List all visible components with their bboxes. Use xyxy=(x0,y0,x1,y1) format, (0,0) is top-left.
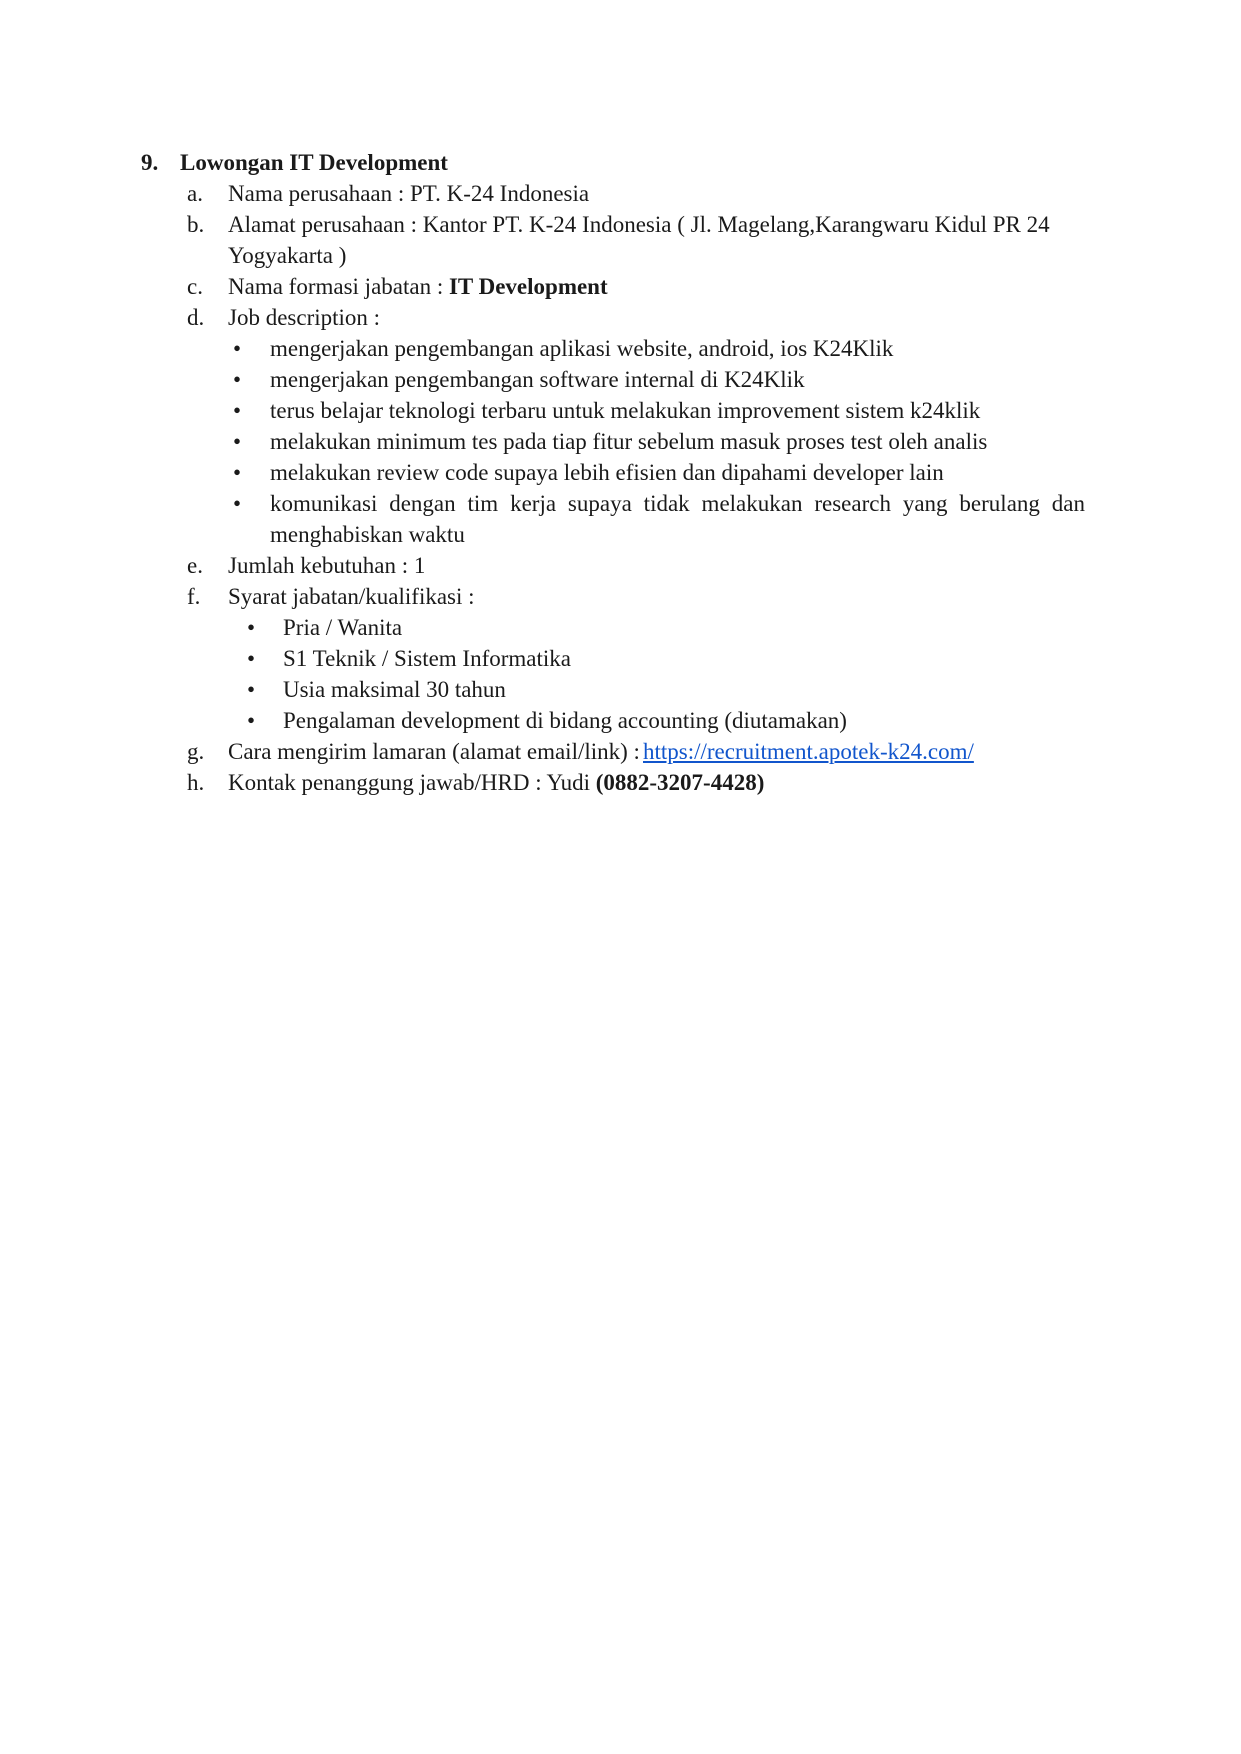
bullet-icon: • xyxy=(233,336,242,361)
bullet-text: Usia maksimal 30 tahun xyxy=(283,677,506,702)
item-marker: e. xyxy=(187,553,203,578)
item-text: Nama perusahaan : PT. K-24 Indonesia xyxy=(228,181,590,206)
phone-number-bold: (0882-3207-4428) xyxy=(595,770,765,795)
item-text xyxy=(228,271,608,302)
bullet-item xyxy=(0,333,1241,364)
bullet-text: S1 Teknik / Sistem Informatika xyxy=(283,646,571,671)
bullet-text: menghabiskan waktu xyxy=(270,522,465,547)
list-item-c xyxy=(0,271,1241,302)
item-text: Alamat perusahaan : Kantor PT. K-24 Indonesia ( Jl. Magelang,Karangwaru Kidul PR 24 xyxy=(228,212,1050,237)
item-text: Yogyakarta ) xyxy=(228,243,347,268)
bullet-text: Pengalaman development di bidang accounting (diutamakan) xyxy=(283,708,847,733)
item-marker: b. xyxy=(187,212,205,237)
item-text xyxy=(228,767,764,798)
bullet-icon: • xyxy=(233,429,242,454)
bullet-icon: • xyxy=(233,367,242,392)
bullet-item xyxy=(0,705,1241,736)
item-text: Cara mengirim lamaran (alamat email/link) : xyxy=(228,739,640,764)
list-item-a xyxy=(0,178,1241,209)
bullet-item xyxy=(0,488,1241,519)
heading-number: 9. xyxy=(141,150,159,175)
bullet-text: melakukan minimum tes pada tiap fitur sebelum masuk proses test oleh analis xyxy=(270,429,988,454)
bullet-text: mengerjakan pengembangan software internal di K24Klik xyxy=(270,367,805,392)
item-marker: h. xyxy=(187,770,205,795)
job-title-bold: IT Development xyxy=(448,274,608,299)
heading-row xyxy=(0,147,1241,178)
item-text: Job description : xyxy=(228,305,381,330)
item-marker: d. xyxy=(187,305,205,330)
item-text-normal: Nama formasi jabatan : xyxy=(228,274,449,299)
recruitment-link[interactable]: https://recruitment.apotek-k24.com/ xyxy=(643,739,974,764)
bullet-item xyxy=(0,612,1241,643)
item-marker: g. xyxy=(187,739,205,764)
list-item-b xyxy=(0,209,1241,240)
list-item-f xyxy=(0,581,1241,612)
bullet-text: melakukan review code supaya lebih efisien dan dipahami developer lain xyxy=(270,460,944,485)
bullet-text: terus belajar teknologi terbaru untuk melakukan improvement sistem k24klik xyxy=(270,398,981,423)
bullet-item xyxy=(0,674,1241,705)
item-text: Jumlah kebutuhan : 1 xyxy=(228,553,426,578)
item-marker: a. xyxy=(187,181,203,206)
list-item-h xyxy=(0,767,1241,798)
item-marker: f. xyxy=(187,584,201,609)
bullet-icon: • xyxy=(247,615,256,640)
list-item-b-continued xyxy=(0,240,1241,271)
item-marker: c. xyxy=(187,274,203,299)
list-item-g xyxy=(0,736,1241,767)
item-text: Syarat jabatan/kualifikasi : xyxy=(228,584,475,609)
bullet-icon: • xyxy=(233,460,242,485)
bullet-item-continued xyxy=(0,519,1241,550)
bullet-text: mengerjakan pengembangan aplikasi website, android, ios K24Klik xyxy=(270,336,894,361)
bullet-text: komunikasi dengan tim kerja supaya tidak melakukan research yang berulang dan xyxy=(270,491,1085,516)
list-item-d xyxy=(0,302,1241,333)
bullet-icon: • xyxy=(233,398,242,423)
bullet-item xyxy=(0,426,1241,457)
page-title: Lowongan IT Development xyxy=(180,150,448,175)
bullet-text: Pria / Wanita xyxy=(283,615,403,640)
item-text-normal: Kontak penanggung jawab/HRD : Yudi xyxy=(228,770,596,795)
list-item-e xyxy=(0,550,1241,581)
bullet-item xyxy=(0,364,1241,395)
bullet-item xyxy=(0,643,1241,674)
bullet-icon: • xyxy=(233,491,242,516)
bullet-item xyxy=(0,457,1241,488)
bullet-icon: • xyxy=(247,677,256,702)
bullet-icon: • xyxy=(247,646,256,671)
bullet-icon: • xyxy=(247,708,256,733)
bullet-item xyxy=(0,395,1241,426)
